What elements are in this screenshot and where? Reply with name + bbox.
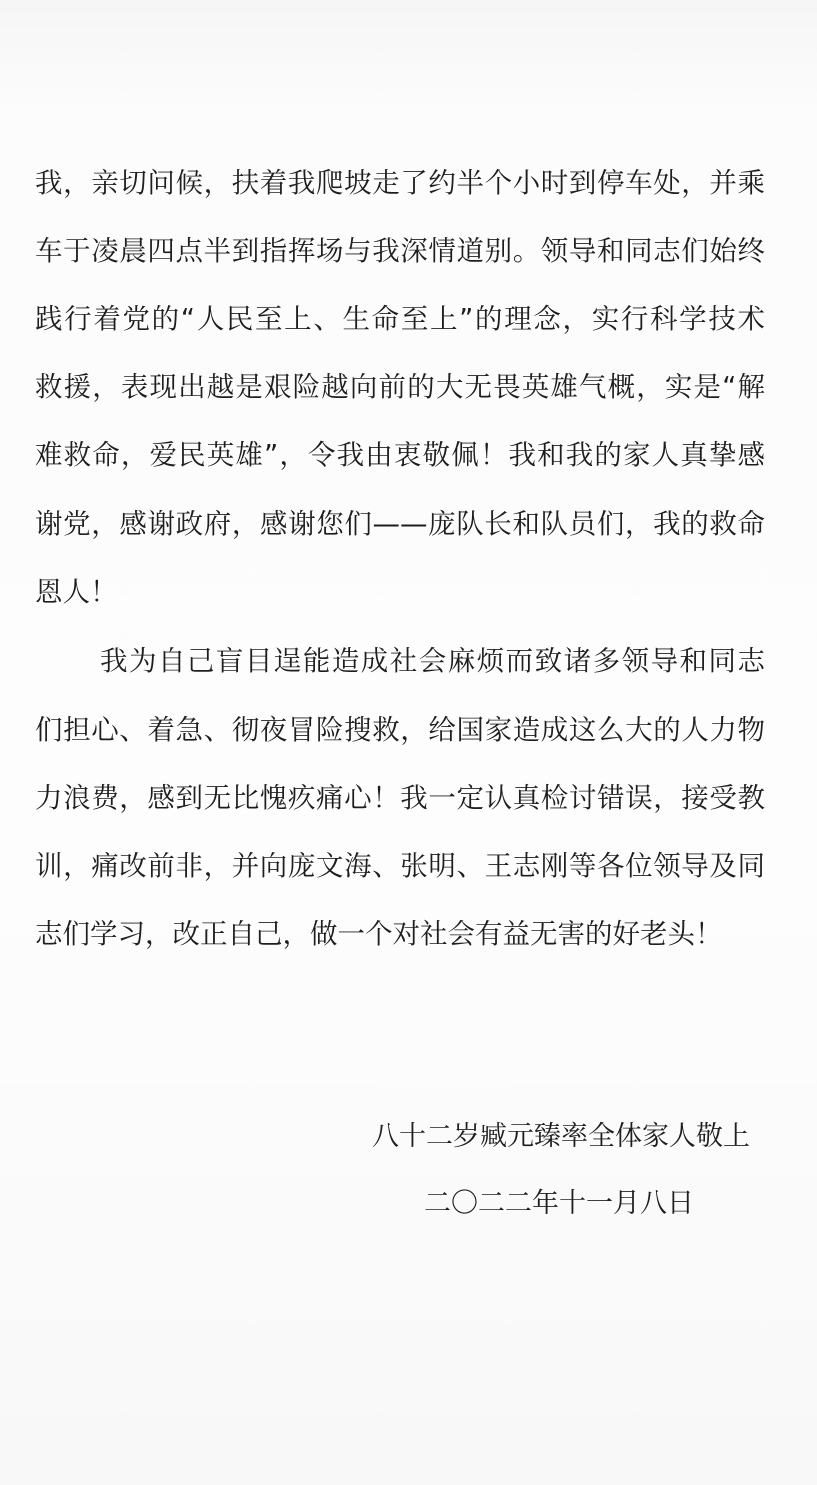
paragraph-1-line-2: 车于凌晨四点半到指挥场与我深情道别。领导和同志们始终	[35, 235, 765, 267]
paragraph-1-line-3: 践行着党的“人民至上、生命至上”的理念，实行科学技术	[35, 303, 765, 335]
paragraph-2-line-2: 们担心、着急、彻夜冒险搜救，给国家造成这么大的人力物	[35, 714, 765, 746]
paragraph-1-line-6: 谢党，感谢政府，感谢您们——庞队长和队员们，我的救命	[35, 508, 765, 540]
paragraph-2-line-3: 力浪费，感到无比愧疚痛心！我一定认真检讨错误，接受教	[35, 782, 765, 814]
paragraph-2-line-1: 我为自己盲目逞能造成社会麻烦而致诸多领导和同志	[100, 645, 765, 677]
paragraph-1-line-5: 难救命，爱民英雄”，令我由衷敬佩！我和我的家人真挚感	[35, 439, 765, 471]
signature: 八十二岁臧元臻率全体家人敬上	[372, 1121, 750, 1152]
paragraph-1-line-4: 救援，表现出越是艰险越向前的大无畏英雄气概，实是“解	[35, 371, 765, 403]
paragraph-2-line-5: 志们学习，改正自己，做一个对社会有益无害的好老头！	[35, 918, 723, 950]
paragraph-1-line-7: 恩人！	[35, 576, 118, 608]
paragraph-1-line-1: 我，亲切问候，扶着我爬坡走了约半个小时到停车处，并乘	[35, 167, 765, 199]
date: 二〇二二年十一月八日	[424, 1188, 694, 1219]
paragraph-2-line-4: 训，痛改前非，并向庞文海、张明、王志刚等各位领导及同	[35, 850, 765, 882]
